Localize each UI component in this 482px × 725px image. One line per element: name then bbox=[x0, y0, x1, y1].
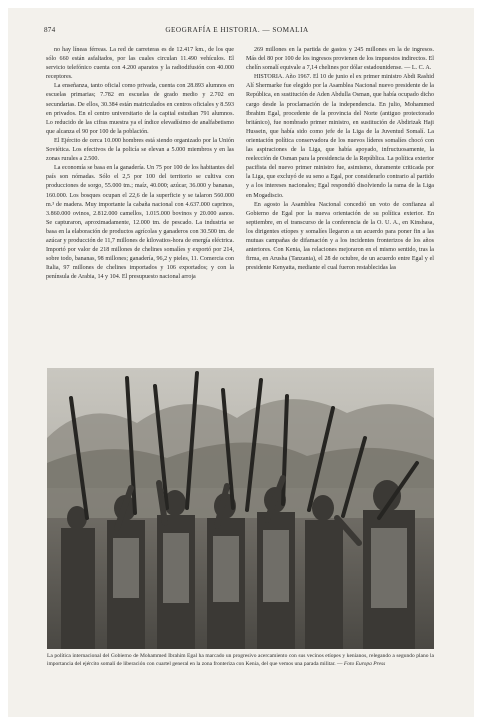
page-number: 874 bbox=[44, 26, 56, 34]
photo-caption bbox=[47, 652, 434, 668]
photo-illustration bbox=[47, 368, 434, 649]
paragraph-foreign-policy: En agosto la Asamblea Nacional concedió un voto de confianza al Gobierno de Egal por la nueva orientación de su política exterior. En septiembre, en el transcurso de la conferencia de la O. U. A., en Kinshasa, los dirigentes etíopes y somalíes llegaron a un acuerdo para poner fin a las mutuas campañas de difamación y a los incidentes fronterizos de los años anteriores. Con Kenia, las relaciones mejoraron en el mismo sentido, tras la firma, en Arusha (Tanzania), el 28 de octubre, de un acuerdo entre Egal y el presidente Kenyatta, mediante el cual fueron restablecidas las bbox=[246, 201, 434, 272]
photo-credit: Foto Europa Press bbox=[343, 661, 386, 667]
running-title: GEOGRAFÍA E HISTORIA. — SOMALIA bbox=[165, 26, 309, 34]
paragraph-education: La enseñanza, tanto oficial como privada, cuenta con 28.893 alumnos en escuelas primarias; 7.782 en escuelas de grado medio y 2.702 en secundarias. De ellos, 30.384 están matriculados en centros oficiales y 8.593 en privados. En el centro universitario de la capital estudian 791 alumnos. Lo reducido de las cifras muestra ya el índice elevadísimo de analfabetismo que alcanza el 90 por 100 de la población. bbox=[46, 83, 234, 135]
caption-text: La política internacional del Gobierno de Mohammed Ibrahim Egal ha marcado un progresivo acercamiento con sus vecinos etíopes y kenianos, relegando a segundo plano la importancia del ejército somalí de liberación con cuartel general en la zona fronteriza con Kenia, del que vemos una parada militar. — bbox=[47, 653, 434, 667]
right-column bbox=[246, 46, 434, 273]
paragraph-budget: 269 millones en la partida de gastos y 245 millones en la de ingresos. Más del 80 por 100 de los ingresos provienen de los impuestos indirectos. El chelín somalí equivale a 7,14 chelines por dólar estadounidense. — L. C. A. bbox=[246, 47, 434, 72]
page-header bbox=[44, 26, 430, 38]
military-parade-photo bbox=[47, 368, 434, 649]
paragraph-transport: no hay líneas férreas. La red de carreteras es de 12.417 km., de los que sólo 660 están asfaltados, por las cuales circulan 11.490 vehículos. El servicio telefónico cuenta con 4.200 aparatos y la radiodifusión con 40.000 receptores. bbox=[46, 47, 234, 81]
paragraph-army: El Ejército de cerca 10.000 hombres está siendo organizado por la Unión Soviética. Los efectivos de la policía se elevan a 5.000 miembros y en las zonas rurales a 2.500. bbox=[46, 137, 234, 163]
left-column bbox=[46, 46, 234, 282]
paragraph-economy: La economía se basa en la ganadería. Un 75 por 100 de los habitantes del país son nómadas. Sólo el 2,5 por 100 del territorio se cultiva con producciones de sorgo, 55.000 tm.; maíz, 40.000; azúcar, 36.000 y bananas, 160.000. Los bosques ocupan el 22,6 de la superficie y se talaron 560.000 m.³ de madera. Muy importante la cabaña nacional con 4.637.000 caprinos, 3.860.000 ovinos, 2.812.000 camellos, 1.015.000 bovinos y 20.000 asnos. Se capturaron, aproximadamente, 12.000 tm. de pescado. La industria se basa en la elaboración de productos agrícolas y ganaderos con 30.500 tm. de azúcar y producción de 11,7 millones de kilovatios-hora de energía eléctrica. Importó por valor de 218 millones de chelines somalíes y exportó por 214, sobre todo, bananas, 98 millones; ganadería, 96,2 y pieles, 11. Comercia con Italia, 97 millones de chelines importados y 106 exportados; y con la península de Arabia, 14 y 104. El presupuesto nacional arroja bbox=[46, 165, 234, 281]
paragraph-history: HISTORIA. Año 1967. El 10 de junio el ex primer ministro Abdi Rashid Alí Shermarke fue elegido por la Asamblea Nacional nuevo presidente de la República, en sustitución de Aden Abdulla Osman, que había ocupado dicho cargo desde la proclamación de la independencia. En julio, Mohammed Ibrahim Egal, procedente de la provincia del Norte (antiguo protectorado británico), fue nombrado primer ministro, en sustitución de Abdirizak Haji Hussein, que había sido como jefe de la Liga de la Juventud Somalí. La orientación política conservadora de los nuevos líderes somalíes chocó con las aspiraciones de la Liga, que había apoyado, infructuosamente, la reelección de Osman para la presidencia de la República. La política exterior pacifista del nuevo primer ministro fue, asimismo, duramente criticada por la Liga, que excluyó de su seno a Egal, por considerarlo contrario al partido y a los intereses nacionales; Egal respondió disolviendo la rama de la Liga en Mogadiscio. bbox=[246, 74, 434, 199]
